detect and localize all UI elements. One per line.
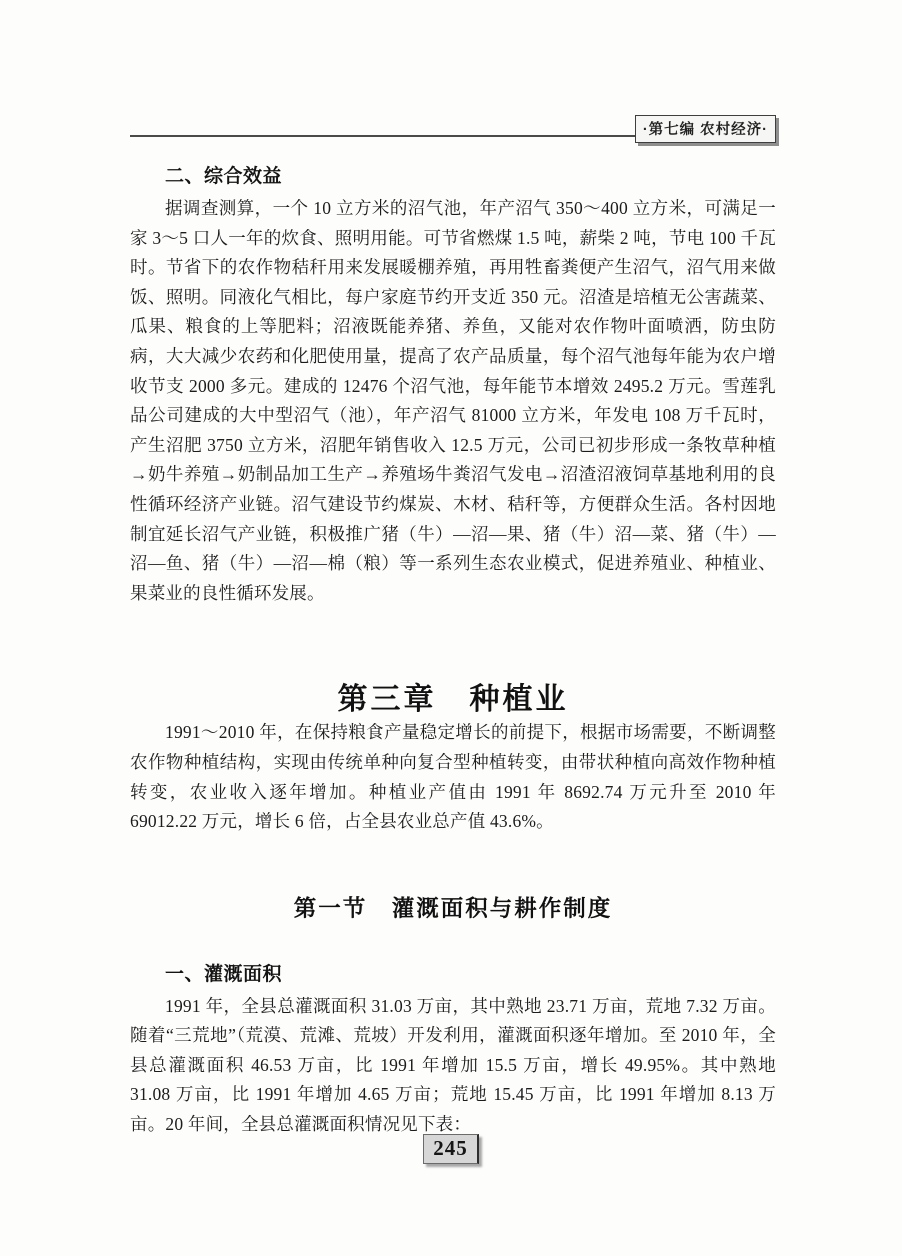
irrigation-paragraph: 1991 年，全县总灌溉面积 31.03 万亩，其中熟地 23.71 万亩，荒地 7.32 万亩。随着“三荒地”（荒漠、荒滩、荒坡）开发利用，灌溉面积逐年增加。至 2010 年，全县总灌溉面积 46.53 万亩，比 1991 年增加 15.5 万亩，增长 49.95%。其中熟地 31.08 万亩，比 1991 年增加 4.65 万亩；荒地 15.45 万亩，比 1991 年增加 8.13 万亩。20 年间，全县总灌溉面积情况见下表：	[130, 995, 776, 1135]
chapter-title: 第三章 种植业	[337, 683, 569, 717]
page-content	[130, 137, 776, 1140]
section-title: 第一节 灌溉面积与耕作制度	[293, 895, 613, 921]
page-number-badge: 245	[423, 1134, 479, 1164]
benefits-heading: 二、综合效益	[165, 166, 283, 187]
chapter-intro-paragraph: 1991～2010 年，在保持粮食产量稳定增长的前提下，根据市场需要，不断调整农作物种植结构，实现由传统单种向复合型种植转变，由带状种植向高效作物种植转变，农业收入逐年增加。种植业产值由 1991 年 8692.74 万元升至 2010 年 69012.22 万元，增长 6 倍，占全县农业总产值 43.6%。	[130, 722, 776, 832]
running-head	[130, 0, 776, 137]
edition-label: ·第七编 农村经济·	[635, 115, 776, 143]
benefits-paragraph: 据调查测算，一个 10 立方米的沼气池，年产沼气 350～400 立方米，可满足一家 3～5 口人一年的炊食、照明用能。可节省燃煤 1.5 吨，薪柴 2 吨，节电 100 千瓦时。节省下的农作物秸秆用来发展暖棚养殖，再用牲畜粪便产生沼气，沼气用来做饭、照明。同液化气相比，每户家庭节约开支近 350 元。沼渣是培植无公害蔬菜、瓜果、粮食的上等肥料；沼液既能养猪、养鱼，又能对农作物叶面喷洒，防虫防病，大大减少农药和化肥使用量，提高了农产品质量，每个沼气池每年能为农户增收节支 2000 多元。建成的 12476 个沼气池，每年能节本增效 2495.2 万元。雪莲乳品公司建成的大中型沼气（池），年产沼气 81000 立方米，年发电 108 万千瓦时，产生沼肥 3750 立方米，沼肥年销售收入 12.5 万元，公司已初步形成一条牧草种植→奶牛养殖→奶制品加工生产→养殖场牛粪沼气发电→沼渣沼液饲草基地利用的良性循环经济产业链。沼气建设节约煤炭、木材、秸秆等，方便群众生活。各村因地制宜延长沼气产业链，积极推广猪（牛）—沼—果、猪（牛）沼—菜、猪（牛）—沼—鱼、猪（牛）—沼—棉（粮）等一系列生态农业模式，促进养殖业、种植业、果菜业的良性循环发展。	[130, 198, 776, 603]
folio-area	[0, 1134, 902, 1164]
irrigation-heading: 一、灌溉面积	[165, 963, 283, 985]
